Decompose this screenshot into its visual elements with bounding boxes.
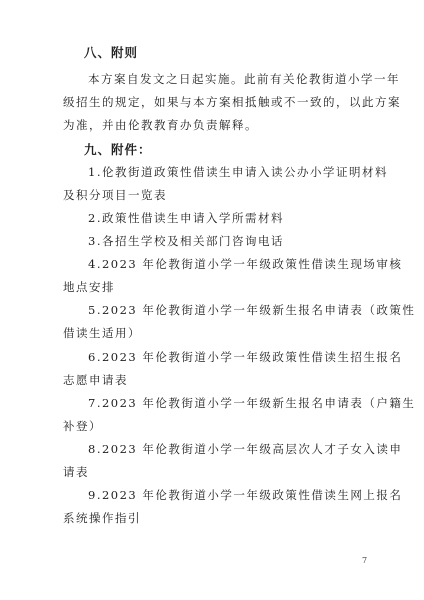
attachment-5-line-2: 借读生适用） — [63, 326, 141, 340]
attachment-9-line-2: 系统操作指引 — [63, 511, 141, 525]
section-8-paragraph-line-2: 级招生的规定，如果与本方案相抵触或不一致的，以此方案 — [63, 95, 401, 109]
attachment-6-line-2: 志愿申请表 — [63, 373, 128, 387]
attachment-5-line-1: 5.2023 年伦教街道小学一年级新生报名申请表（政策性 — [88, 303, 416, 317]
page-number: 7 — [362, 556, 368, 565]
attachment-1-line-1: 1.伦教街道政策性借读生申请入读公办小学证明材料 — [88, 165, 388, 179]
attachment-2: 2.政策性借读生申请入学所需材料 — [88, 211, 284, 225]
section-8-paragraph-line-1: 本方案自发文之日起实施。此前有关伦教街道小学一年 — [88, 72, 400, 86]
attachment-4-line-2: 地点安排 — [63, 280, 115, 294]
attachment-8-line-2: 请表 — [63, 465, 89, 479]
attachment-7-line-1: 7.2023 年伦教街道小学一年级新生报名申请表（户籍生 — [88, 396, 416, 410]
attachment-7-line-2: 补登） — [63, 419, 102, 433]
attachment-4-line-1: 4.2023 年伦教街道小学一年级政策性借读生现场审核 — [88, 257, 403, 271]
attachment-1-line-2: 及积分项目一览表 — [63, 188, 167, 202]
attachment-3: 3.各招生学校及相关部门咨询电话 — [88, 234, 284, 248]
attachment-8-line-1: 8.2023 年伦教街道小学一年级高层次人才子女入读申 — [88, 442, 403, 456]
attachment-6-line-1: 6.2023 年伦教街道小学一年级政策性借读生招生报名 — [88, 350, 403, 364]
section-9-heading: 九、附件： — [84, 142, 152, 157]
attachment-9-line-1: 9.2023 年伦教街道小学一年级政策性借读生网上报名 — [88, 488, 403, 502]
section-8-paragraph-line-3: 为准，并由伦教教育办负责解释。 — [63, 118, 258, 132]
section-8-heading: 八、附则 — [84, 45, 139, 60]
